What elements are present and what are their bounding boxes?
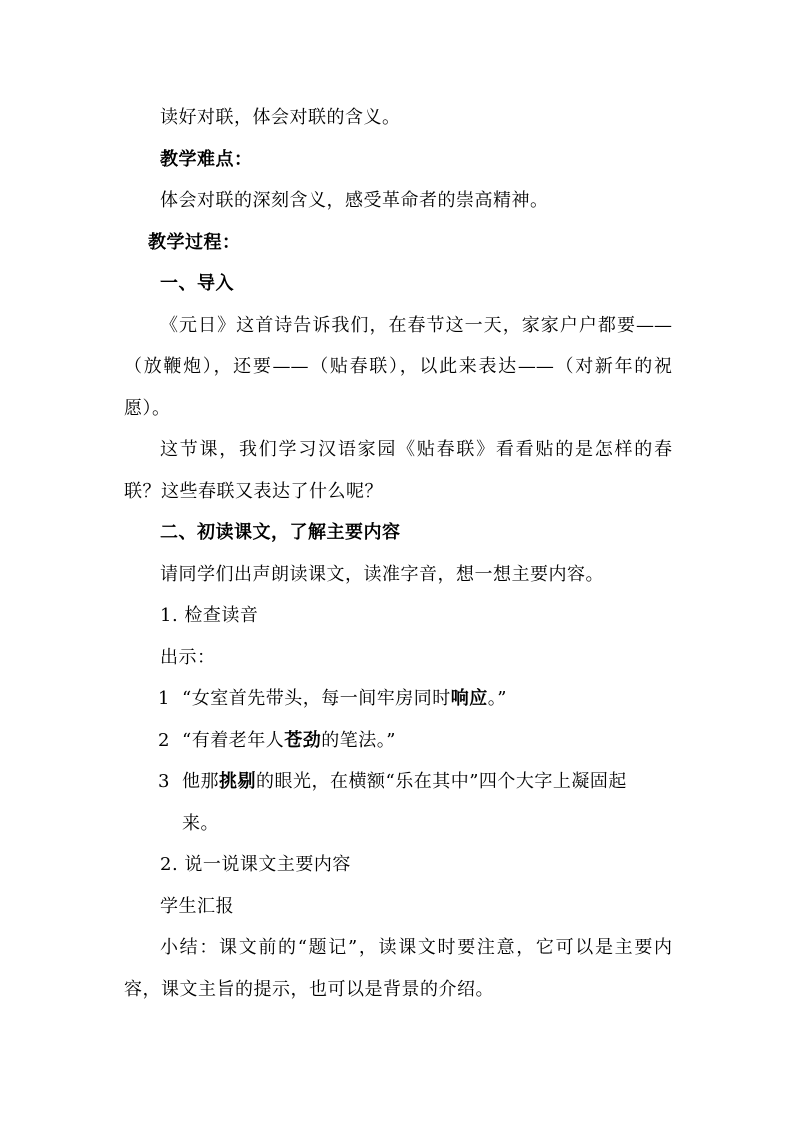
section-heading-teaching-difficulty: 教学难点： — [160, 149, 253, 170]
paragraph-text: 《元日》这首诗告诉我们，在春节这一天，家家户户都要—— — [160, 315, 672, 336]
paragraph-text: 学生汇报 — [160, 896, 234, 917]
list-item — [158, 729, 396, 753]
paragraph-text: 联？这些春联又表达了什么呢？ — [124, 481, 383, 502]
list-item — [158, 770, 627, 794]
list-item-text: 他那 — [182, 771, 219, 792]
paragraph-text: 愿）。 — [124, 398, 171, 419]
list-item-text: 。” — [487, 688, 507, 709]
highlighted-word: 挑剔 — [219, 771, 256, 792]
list-item-number: 3 — [158, 771, 170, 792]
paragraph-text: 请同学们出声朗读课文，读准字音，想一想主要内容。 — [160, 564, 604, 585]
paragraph-text: 出示： — [160, 647, 216, 668]
list-item-text: 的眼光，在横额“乐在其中”四个大字上凝固起 — [256, 771, 627, 792]
paragraph-text: 读好对联，体会对联的含义。 — [160, 107, 401, 128]
paragraph-text: 体会对联的深刻含义，感受革命者的崇高精神。 — [160, 190, 549, 211]
section-heading-first-reading: 二、初读课文，了解主要内容 — [160, 522, 401, 543]
highlighted-word: 苍劲 — [284, 730, 322, 751]
summary-text: 容，课文主旨的提示，也可以是背景的介绍。 — [124, 979, 494, 1000]
list-item-text: “有着老年人 — [182, 730, 285, 751]
summary-text: 小结：课文前的“题记”，读课文时要注意，它可以是主要内 — [160, 937, 672, 958]
list-item-text: “女室首先带头，每一间牢房同时 — [182, 688, 451, 709]
section-heading-introduction: 一、导入 — [160, 273, 234, 294]
list-item-text: 的笔法。” — [321, 730, 396, 751]
highlighted-word: 响应 — [450, 688, 488, 709]
numbered-subheading: 2. 说一说课文主要内容 — [160, 854, 351, 875]
list-item-number: 1 — [158, 688, 170, 709]
list-item-continuation: 来。 — [182, 813, 219, 834]
paragraph-text: （放鞭炮），还要——（贴春联），以此来表达——（对新年的祝 — [124, 356, 672, 377]
paragraph-text: 这节课，我们学习汉语家园《贴春联》看看贴的是怎样的春 — [160, 439, 672, 460]
section-heading-teaching-process: 教学过程： — [148, 232, 241, 253]
numbered-subheading: 1. 检查读音 — [160, 605, 259, 626]
list-item-number: 2 — [158, 730, 170, 751]
list-item — [158, 687, 507, 711]
